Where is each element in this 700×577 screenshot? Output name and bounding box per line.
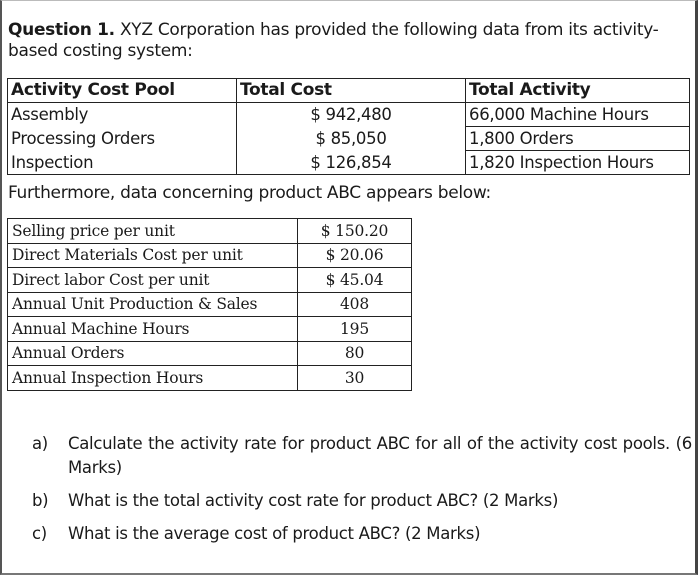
table-row (8, 151, 690, 175)
sub-questions-list (32, 432, 692, 555)
cell-value: $ 45.04 (298, 268, 412, 293)
cell-label: Direct labor Cost per unit (8, 268, 298, 293)
table-row (8, 219, 412, 244)
cell-activity: 66,000 Machine Hours (466, 103, 690, 127)
table-row (8, 268, 412, 293)
cell-label: Annual Inspection Hours (8, 366, 298, 391)
item-text: What is the average cost of product ABC? (2 Marks) (68, 524, 481, 543)
cell-label: Annual Machine Hours (8, 317, 298, 342)
table-row (8, 341, 412, 366)
item-text: What is the total activity cost rate for product ABC? (2 Marks) (68, 491, 559, 510)
cell-pool: Inspection (8, 151, 237, 175)
product-abc-table (7, 218, 412, 391)
cell-cost: $ 942,480 (237, 103, 466, 127)
cell-value: 80 (298, 341, 412, 366)
cell-pool: Assembly (8, 103, 237, 127)
list-item (32, 489, 692, 513)
cell-label: Annual Unit Production & Sales (8, 292, 298, 317)
table-row (8, 127, 690, 151)
cell-label: Direct Materials Cost per unit (8, 243, 298, 268)
header-total-activity: Total Activity (466, 79, 690, 103)
cell-cost: $ 85,050 (237, 127, 466, 151)
cell-cost: $ 126,854 (237, 151, 466, 175)
header-total-cost: Total Cost (237, 79, 466, 103)
question-heading (8, 20, 696, 62)
furthermore-text: Furthermore, data concerning product ABC appears below: (8, 183, 491, 203)
activity-cost-table (7, 78, 690, 175)
cell-label: Annual Orders (8, 341, 298, 366)
list-item (32, 432, 692, 480)
table-row (8, 317, 412, 342)
header-activity-cost-pool: Activity Cost Pool (8, 79, 237, 103)
cell-value: $ 150.20 (298, 219, 412, 244)
table-row (8, 243, 412, 268)
cell-label: Selling price per unit (8, 219, 298, 244)
item-text: Calculate the activity rate for product ABC for all of the activity cost pools. (6 Marks) (68, 434, 692, 477)
cell-value: $ 20.06 (298, 243, 412, 268)
list-item (32, 522, 692, 546)
table-row (8, 366, 412, 391)
item-marker: a) (32, 434, 48, 453)
table-row (8, 103, 690, 127)
item-marker: c) (32, 524, 47, 543)
table-header-row (8, 79, 690, 103)
table-row (8, 292, 412, 317)
cell-activity: 1,800 Orders (466, 127, 690, 151)
cell-value: 195 (298, 317, 412, 342)
cell-pool: Processing Orders (8, 127, 237, 151)
cell-activity: 1,820 Inspection Hours (466, 151, 690, 175)
question-intro: XYZ Corporation has provided the following data from its activity-based costing system: (8, 20, 659, 61)
item-marker: b) (32, 491, 49, 510)
cell-value: 30 (298, 366, 412, 391)
question-label: Question 1. (8, 20, 115, 40)
cell-value: 408 (298, 292, 412, 317)
